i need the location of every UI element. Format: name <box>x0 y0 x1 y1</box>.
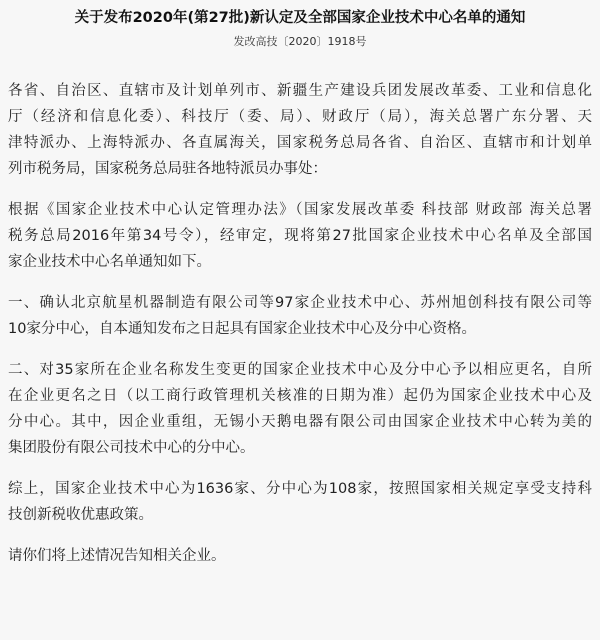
paragraph-line: 列市税务局，国家税务总局驻各地特派员办事处： <box>8 161 327 177</box>
paragraph-line: 家企业技术中心名单通知如下。 <box>8 254 211 270</box>
document-body <box>8 78 592 569</box>
body-paragraph <box>8 357 592 461</box>
body-paragraph <box>8 543 592 569</box>
paragraph-line: 技创新税收优惠政策。 <box>8 507 153 523</box>
paragraph-line: 津特派办、上海特派办、各直属海关，国家税务总局各省、自治区、直辖市和计划单 <box>8 135 592 151</box>
paragraph-line: 一、确认北京航星机器制造有限公司等97家企业技术中心、苏州旭创科技有限公司等 <box>8 295 592 311</box>
document-title: 关于发布2020年(第27批)新认定及全部国家企业技术中心名单的通知 <box>74 10 526 26</box>
document-number: 发改高技〔2020〕1918号 <box>233 35 367 48</box>
paragraph-line: 综上，国家企业技术中心为1636家、分中心为108家，按照国家相关规定享受支持科 <box>8 481 592 497</box>
body-paragraph <box>8 78 592 182</box>
body-paragraph <box>8 476 592 528</box>
paragraph-line: 根据《国家企业技术中心认定管理办法》（国家发展改革委 科技部 财政部 海关总署 <box>8 202 592 218</box>
paragraph-line: 分中心。其中，因企业重组，无锡小天鹅电器有限公司由国家企业技术中心转为美的 <box>8 414 592 430</box>
paragraph-line: 厅（经济和信息化委）、科技厅（委、局）、财政厅（局），海关总署广东分署、天 <box>8 109 592 125</box>
body-paragraph <box>8 197 592 275</box>
paragraph-line: 请你们将上述情况告知相关企业。 <box>8 548 226 564</box>
body-paragraph <box>8 290 592 342</box>
paragraph-line: 各省、自治区、直辖市及计划单列市、新疆生产建设兵团发展改革委、工业和信息化 <box>8 83 592 99</box>
paragraph-line: 二、对35家所在企业名称发生变更的国家企业技术中心及分中心予以相应更名，自所 <box>8 362 592 378</box>
paragraph-line: 10家分中心，自本通知发布之日起具有国家企业技术中心及分中心资格。 <box>8 321 476 337</box>
paragraph-line: 税务总局2016年第34号令），经审定，现将第27批国家企业技术中心名单及全部国 <box>8 228 592 244</box>
paragraph-line: 集团股份有限公司技术中心的分中心。 <box>8 440 255 456</box>
paragraph-line: 在企业更名之日（以工商行政管理机关核准的日期为准）起仍为国家企业技术中心及 <box>8 388 592 404</box>
